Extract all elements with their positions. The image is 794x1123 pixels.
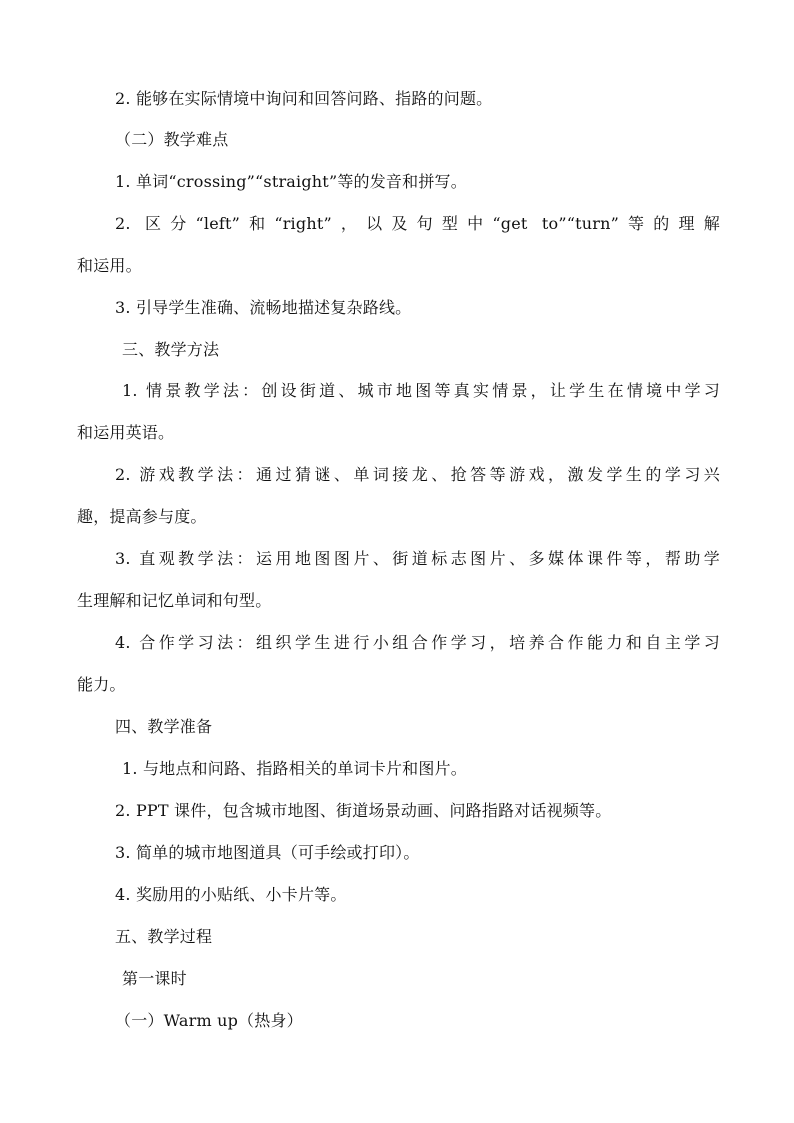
text-line-difficulty-3: 3. 引导学生准确、流畅地描述复杂路线。 <box>115 298 412 317</box>
text-line-preparation-3: 3. 简单的城市地图道具（可手绘或打印）。 <box>115 843 420 862</box>
text-line-method-4-cont: 能力。 <box>77 675 126 694</box>
text-line-difficulty-2: 2. 区分“left”和“right”，以及句型中“get to”“turn”等的理解 <box>115 214 720 233</box>
text-line-preparation-2: 2. PPT 课件，包含城市地图、街道场景动画、问路指路对话视频等。 <box>115 801 612 820</box>
subheading-first-lesson: 第一课时 <box>122 969 187 988</box>
text-line-method-1: 1. 情景教学法：创设街道、城市地图等真实情景，让学生在情境中学习 <box>122 381 720 400</box>
section-heading-preparation: 四、教学准备 <box>115 717 213 736</box>
text-line-objective-2: 2. 能够在实际情境中询问和回答问路、指路的问题。 <box>115 89 493 108</box>
section-heading-process: 五、教学过程 <box>115 927 213 946</box>
subheading-warm-up: （一）Warm up（热身） <box>115 1011 303 1030</box>
text-line-method-1-cont: 和运用英语。 <box>77 423 175 442</box>
text-line-method-4: 4. 合作学习法：组织学生进行小组合作学习，培养合作能力和自主学习 <box>115 633 720 652</box>
text-line-difficulty-2-cont: 和运用。 <box>77 256 142 275</box>
text-line-method-3-cont: 生理解和记忆单词和句型。 <box>77 591 272 610</box>
text-line-difficulty-1: 1. 单词“crossing”“straight”等的发音和拼写。 <box>115 172 467 191</box>
text-line-method-2: 2. 游戏教学法：通过猜谜、单词接龙、抢答等游戏，激发学生的学习兴 <box>115 465 720 484</box>
text-line-method-2-cont: 趣，提高参与度。 <box>77 507 207 526</box>
section-heading-methods: 三、教学方法 <box>122 340 220 359</box>
text-line-method-3: 3. 直观教学法：运用地图图片、街道标志图片、多媒体课件等，帮助学 <box>115 549 720 568</box>
text-line-preparation-1: 1. 与地点和问路、指路相关的单词卡片和图片。 <box>122 759 467 778</box>
text-line-preparation-4: 4. 奖励用的小贴纸、小卡片等。 <box>115 885 347 904</box>
section-heading-difficulties: （二）教学难点 <box>115 130 229 149</box>
